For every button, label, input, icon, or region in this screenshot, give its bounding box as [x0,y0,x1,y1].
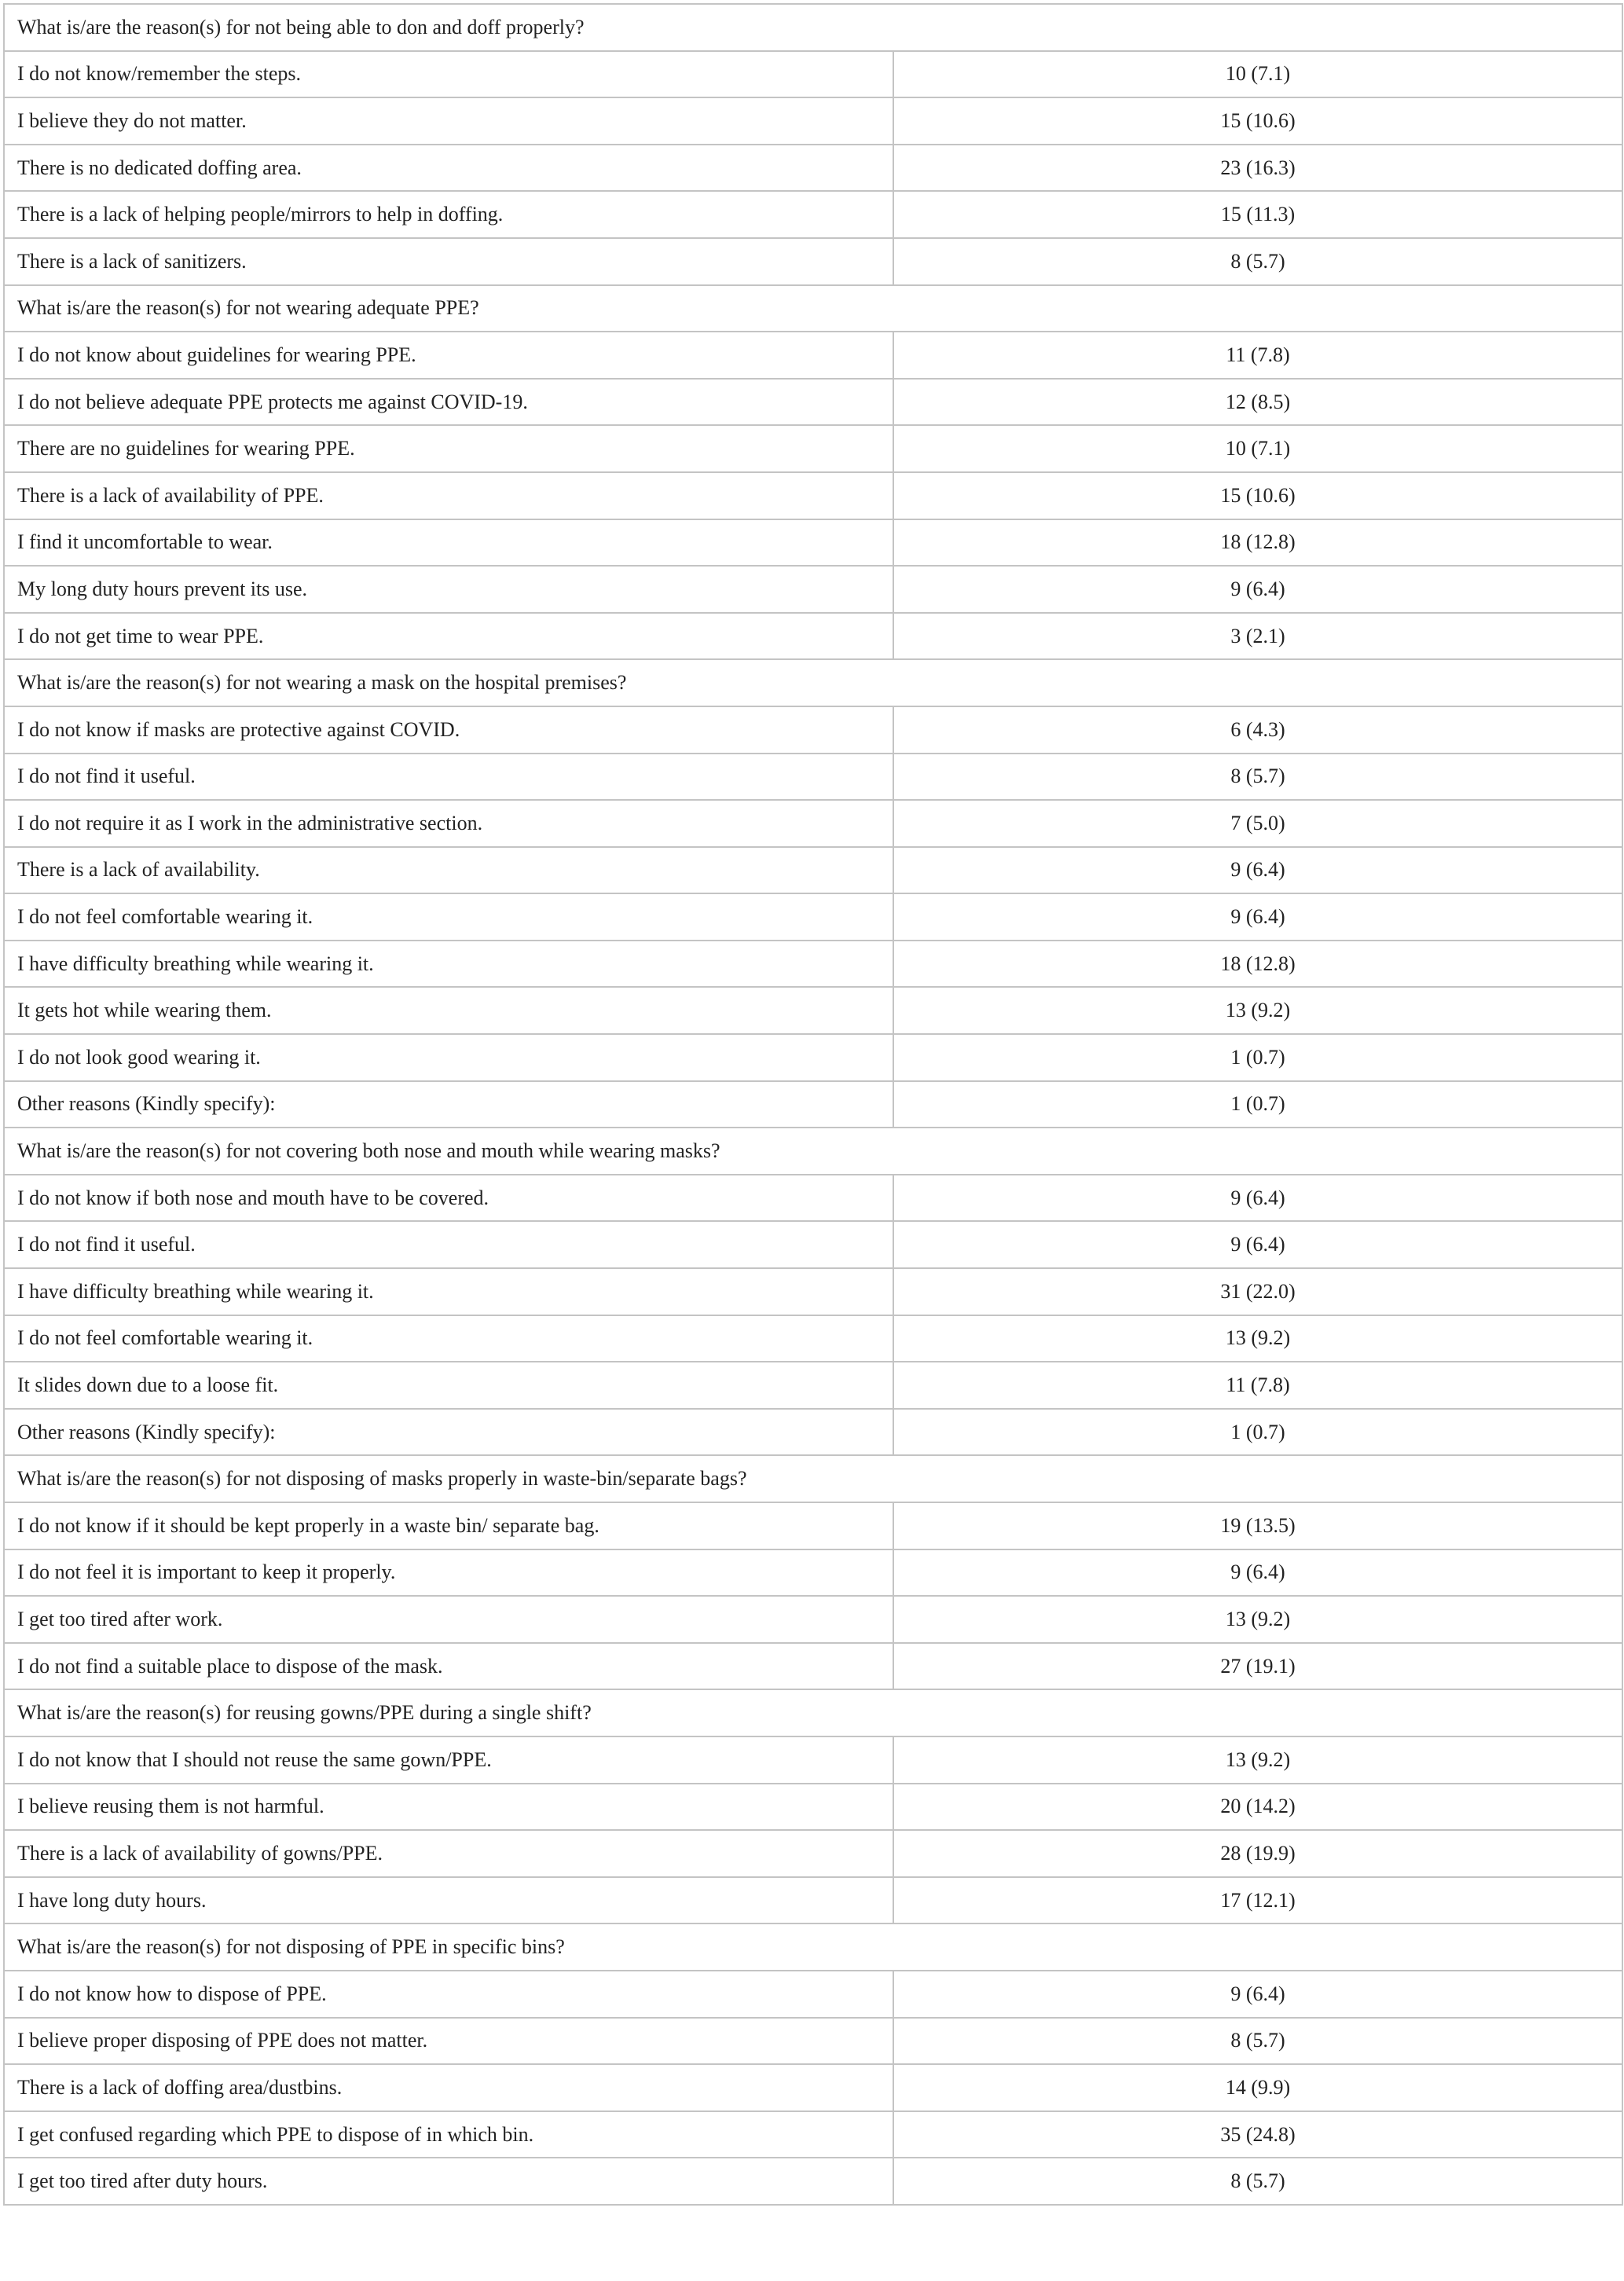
table-row [4,2018,1622,2065]
count-percent-cell: 13 (9.2) [893,1315,1622,1362]
count-percent-cell: 19 (13.5) [893,1502,1622,1549]
table-row [4,941,1622,988]
reason-cell: I do not know how to dispose of PPE. [4,1971,893,2018]
table-row [4,519,1622,567]
count-percent-cell: 9 (6.4) [893,847,1622,894]
reason-cell: I believe reusing them is not harmful. [4,1784,893,1831]
table-row [4,51,1622,98]
table-row [4,97,1622,145]
reason-cell: I have long duty hours. [4,1877,893,1924]
count-percent-cell: 8 (5.7) [893,754,1622,801]
count-percent-cell: 1 (0.7) [893,1034,1622,1081]
table-row [4,706,1622,754]
reason-cell: I do not know if masks are protective against COVID. [4,706,893,754]
count-percent-cell: 12 (8.5) [893,379,1622,426]
table-row [4,379,1622,426]
reason-cell: I do not believe adequate PPE protects me against COVID-19. [4,379,893,426]
reason-cell: I do not feel comfortable wearing it. [4,1315,893,1362]
table-row [4,145,1622,192]
reason-cell: I believe they do not matter. [4,97,893,145]
table-row [4,1877,1622,1924]
reason-cell: Other reasons (Kindly specify): [4,1409,893,1456]
reason-cell: I do not find it useful. [4,754,893,801]
section-question: What is/are the reason(s) for reusing gowns/PPE during a single shift? [4,1689,1622,1736]
count-percent-cell: 17 (12.1) [893,1877,1622,1924]
section-question: What is/are the reason(s) for not disposing of PPE in specific bins? [4,1923,1622,1971]
section-header-row [4,1689,1622,1736]
section-header-row [4,4,1622,51]
reason-cell: I do not get time to wear PPE. [4,613,893,660]
reason-cell: I do not know about guidelines for wearing PPE. [4,332,893,379]
count-percent-cell: 3 (2.1) [893,613,1622,660]
count-percent-cell: 10 (7.1) [893,425,1622,472]
reason-cell: There is a lack of availability. [4,847,893,894]
count-percent-cell: 9 (6.4) [893,1221,1622,1268]
reason-cell: There is a lack of availability of gowns/PPE. [4,1830,893,1877]
reason-cell: I do not know if it should be kept properly in a waste bin/ separate bag. [4,1502,893,1549]
table-row [4,566,1622,613]
count-percent-cell: 9 (6.4) [893,566,1622,613]
reason-cell: I do not look good wearing it. [4,1034,893,1081]
table-row [4,1362,1622,1409]
count-percent-cell: 15 (10.6) [893,97,1622,145]
reason-cell: There is a lack of doffing area/dustbins. [4,2064,893,2111]
reason-cell: There is a lack of sanitizers. [4,238,893,285]
table-row [4,1502,1622,1549]
count-percent-cell: 13 (9.2) [893,1596,1622,1643]
table-row [4,1643,1622,1690]
count-percent-cell: 14 (9.9) [893,2064,1622,2111]
table-row [4,1409,1622,1456]
section-header-row [4,1455,1622,1502]
count-percent-cell: 8 (5.7) [893,2018,1622,2065]
reason-cell: I do not find it useful. [4,1221,893,1268]
table-row [4,1034,1622,1081]
count-percent-cell: 31 (22.0) [893,1268,1622,1315]
reason-cell: There is a lack of availability of PPE. [4,472,893,519]
reason-cell: I have difficulty breathing while wearing it. [4,941,893,988]
table-row [4,1549,1622,1597]
count-percent-cell: 6 (4.3) [893,706,1622,754]
reason-cell: I find it uncomfortable to wear. [4,519,893,567]
count-percent-cell: 8 (5.7) [893,238,1622,285]
reason-cell: I have difficulty breathing while wearing it. [4,1268,893,1315]
count-percent-cell: 7 (5.0) [893,800,1622,847]
count-percent-cell: 18 (12.8) [893,941,1622,988]
reason-cell: I get confused regarding which PPE to dispose of in which bin. [4,2111,893,2158]
reason-cell: I do not feel comfortable wearing it. [4,893,893,941]
section-question: What is/are the reason(s) for not disposing of masks properly in waste-bin/separate bags? [4,1455,1622,1502]
table-row [4,754,1622,801]
count-percent-cell: 9 (6.4) [893,1971,1622,2018]
reason-cell: It gets hot while wearing them. [4,987,893,1034]
table-body [4,4,1622,2205]
table-row [4,2158,1622,2205]
section-header-row [4,285,1622,332]
table-row [4,1784,1622,1831]
count-percent-cell: 28 (19.9) [893,1830,1622,1877]
table-row [4,1081,1622,1128]
table-row [4,1175,1622,1222]
section-question: What is/are the reason(s) for not wearing a mask on the hospital premises? [4,659,1622,706]
reason-cell: I do not know if both nose and mouth have to be covered. [4,1175,893,1222]
count-percent-cell: 11 (7.8) [893,332,1622,379]
reason-cell: There is a lack of helping people/mirrors to help in doffing. [4,191,893,238]
table-row [4,1830,1622,1877]
count-percent-cell: 10 (7.1) [893,51,1622,98]
reason-cell: There is no dedicated doffing area. [4,145,893,192]
reason-cell: Other reasons (Kindly specify): [4,1081,893,1128]
section-question: What is/are the reason(s) for not being able to don and doff properly? [4,4,1622,51]
reason-cell: There are no guidelines for wearing PPE. [4,425,893,472]
section-header-row [4,659,1622,706]
table-row [4,472,1622,519]
count-percent-cell: 13 (9.2) [893,987,1622,1034]
table-row [4,1315,1622,1362]
count-percent-cell: 35 (24.8) [893,2111,1622,2158]
count-percent-cell: 11 (7.8) [893,1362,1622,1409]
table-row [4,847,1622,894]
reason-cell: It slides down due to a loose fit. [4,1362,893,1409]
reason-cell: I get too tired after work. [4,1596,893,1643]
section-question: What is/are the reason(s) for not wearing adequate PPE? [4,285,1622,332]
count-percent-cell: 1 (0.7) [893,1081,1622,1128]
count-percent-cell: 9 (6.4) [893,893,1622,941]
reason-cell: I do not require it as I work in the administrative section. [4,800,893,847]
table-row [4,1268,1622,1315]
table-row [4,238,1622,285]
count-percent-cell: 9 (6.4) [893,1175,1622,1222]
reason-cell: I believe proper disposing of PPE does not matter. [4,2018,893,2065]
table-row [4,987,1622,1034]
section-question: What is/are the reason(s) for not covering both nose and mouth while wearing masks? [4,1128,1622,1175]
table-row [4,613,1622,660]
table-row [4,425,1622,472]
reason-cell: My long duty hours prevent its use. [4,566,893,613]
count-percent-cell: 15 (11.3) [893,191,1622,238]
table-row [4,332,1622,379]
reasons-table [3,3,1623,2206]
table-row [4,1221,1622,1268]
reason-cell: I do not find a suitable place to dispose of the mask. [4,1643,893,1690]
reason-cell: I get too tired after duty hours. [4,2158,893,2205]
count-percent-cell: 18 (12.8) [893,519,1622,567]
reason-cell: I do not know/remember the steps. [4,51,893,98]
count-percent-cell: 27 (19.1) [893,1643,1622,1690]
table-row [4,1736,1622,1784]
section-header-row [4,1128,1622,1175]
count-percent-cell: 8 (5.7) [893,2158,1622,2205]
table-row [4,800,1622,847]
reason-cell: I do not feel it is important to keep it properly. [4,1549,893,1597]
table-row [4,1596,1622,1643]
table-row [4,2064,1622,2111]
count-percent-cell: 13 (9.2) [893,1736,1622,1784]
table-row [4,191,1622,238]
count-percent-cell: 23 (16.3) [893,145,1622,192]
count-percent-cell: 9 (6.4) [893,1549,1622,1597]
count-percent-cell: 15 (10.6) [893,472,1622,519]
table-row [4,893,1622,941]
count-percent-cell: 1 (0.7) [893,1409,1622,1456]
table-row [4,2111,1622,2158]
section-header-row [4,1923,1622,1971]
table-row [4,1971,1622,2018]
reason-cell: I do not know that I should not reuse the same gown/PPE. [4,1736,893,1784]
count-percent-cell: 20 (14.2) [893,1784,1622,1831]
